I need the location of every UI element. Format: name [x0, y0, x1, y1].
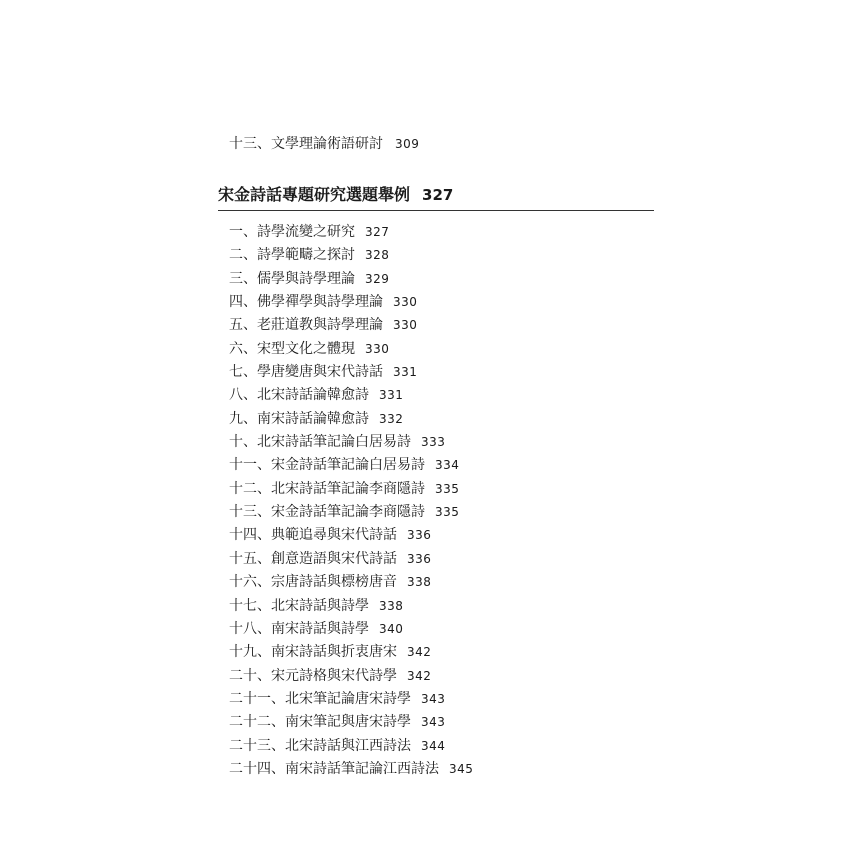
- toc-item-page-number: 343: [421, 691, 446, 706]
- toc-item: [229, 618, 473, 641]
- toc-item-page-number: 345: [449, 761, 474, 776]
- toc-item-title: 六、宋型文化之體現: [229, 340, 355, 357]
- toc-item: [229, 735, 473, 758]
- toc-item-page-number: 340: [379, 621, 404, 636]
- toc-item-page-number: 330: [393, 295, 418, 310]
- toc-item: [229, 665, 473, 688]
- toc-item-page-number: 338: [407, 575, 432, 590]
- toc-item-title: 十二、北宋詩話筆記論李商隱詩: [229, 480, 425, 497]
- toc-item: [229, 408, 473, 431]
- toc-item-title: 二、詩學範疇之探討: [229, 247, 355, 264]
- toc-item-page-number: 327: [365, 225, 390, 239]
- toc-item-page-number: 344: [421, 738, 446, 753]
- toc-item-title: 十三、宋金詩話筆記論李商隱詩: [229, 504, 425, 521]
- toc-item-page-number: 330: [393, 318, 418, 333]
- toc-item: [229, 501, 473, 524]
- toc-item: [229, 571, 473, 594]
- toc-item-title: 二十三、北宋詩話與江西詩法: [229, 737, 411, 754]
- toc-entry-title: 十三、文學理論術語研討: [229, 136, 383, 152]
- toc-item-page-number: 335: [435, 505, 460, 520]
- toc-item: [229, 641, 473, 664]
- toc-item-page-number: 338: [379, 598, 404, 613]
- toc-item-page-number: 328: [365, 248, 390, 263]
- toc-item-title: 二十二、南宋筆記與唐宋詩學: [229, 714, 411, 731]
- toc-item: [229, 361, 473, 384]
- toc-item-page-number: 334: [435, 458, 460, 473]
- toc-item-page-number: 343: [421, 715, 446, 730]
- toc-item-page-number: 333: [421, 435, 446, 450]
- toc-item-page-number: 332: [379, 411, 404, 426]
- toc-item: [229, 384, 473, 407]
- toc-item: [229, 314, 473, 337]
- toc-item-page-number: 330: [365, 341, 390, 356]
- toc-item-page-number: 342: [407, 668, 432, 683]
- toc-item-page-number: 335: [435, 481, 460, 496]
- toc-item-title: 一、詩學流變之研究: [229, 224, 355, 240]
- toc-item-title: 十一、宋金詩話筆記論白居易詩: [229, 457, 425, 474]
- toc-item: [229, 524, 473, 547]
- toc-item-title: 四、佛學禪學與詩學理論: [229, 294, 383, 311]
- toc-item-title: 十九、南宋詩話與折衷唐宋: [229, 644, 397, 661]
- toc-item: [229, 291, 473, 314]
- toc-item-title: 七、學唐變唐與宋代詩話: [229, 364, 383, 381]
- toc-item-page-number: 331: [393, 365, 418, 380]
- toc-item-title: 十七、北宋詩話與詩學: [229, 597, 369, 614]
- toc-entry-page-number: 309: [395, 137, 420, 151]
- section-heading-title: 宋金詩話專題研究選題舉例: [218, 185, 411, 204]
- toc-item-title: 五、老莊道教與詩學理論: [229, 317, 383, 334]
- toc-item-page-number: 336: [407, 551, 432, 566]
- toc-item-title: 十、北宋詩話筆記論白居易詩: [229, 434, 411, 451]
- toc-item-page-number: 329: [365, 271, 390, 286]
- toc-entry-previous: [229, 134, 419, 154]
- toc-item: [229, 431, 473, 454]
- toc-item-title: 九、南宋詩話論韓愈詩: [229, 410, 369, 427]
- toc-item-page-number: 342: [407, 645, 432, 660]
- toc-item-title: 二十一、北宋筆記論唐宋詩學: [229, 690, 411, 707]
- toc-item: [229, 478, 473, 501]
- toc-item-title: 八、北宋詩話論韓愈詩: [229, 387, 369, 404]
- toc-item: [229, 595, 473, 618]
- toc-item-title: 十四、典範追尋與宋代詩話: [229, 527, 397, 544]
- toc-item: [229, 221, 473, 244]
- toc-item: [229, 268, 473, 291]
- toc-item: [229, 338, 473, 361]
- section-divider: [218, 210, 654, 211]
- section-heading-page-number: 327: [422, 186, 454, 204]
- toc-item: [229, 548, 473, 571]
- toc-item-title: 三、儒學與詩學理論: [229, 270, 355, 287]
- toc-item: [229, 244, 473, 267]
- toc-item-title: 二十四、南宋詩話筆記論江西詩法: [229, 760, 439, 777]
- toc-list: [229, 221, 473, 781]
- toc-item-title: 十五、創意造語與宋代詩話: [229, 550, 397, 567]
- toc-item: [229, 454, 473, 477]
- toc-item-page-number: 336: [407, 528, 432, 543]
- toc-item-title: 二十、宋元詩格與宋代詩學: [229, 667, 397, 684]
- toc-item-title: 十八、南宋詩話與詩學: [229, 620, 369, 637]
- section-heading: [218, 183, 453, 207]
- toc-item-page-number: 331: [379, 388, 404, 403]
- toc-item: [229, 711, 473, 734]
- toc-item: [229, 758, 473, 781]
- toc-item: [229, 688, 473, 711]
- toc-item-title: 十六、宗唐詩話與標榜唐音: [229, 574, 397, 591]
